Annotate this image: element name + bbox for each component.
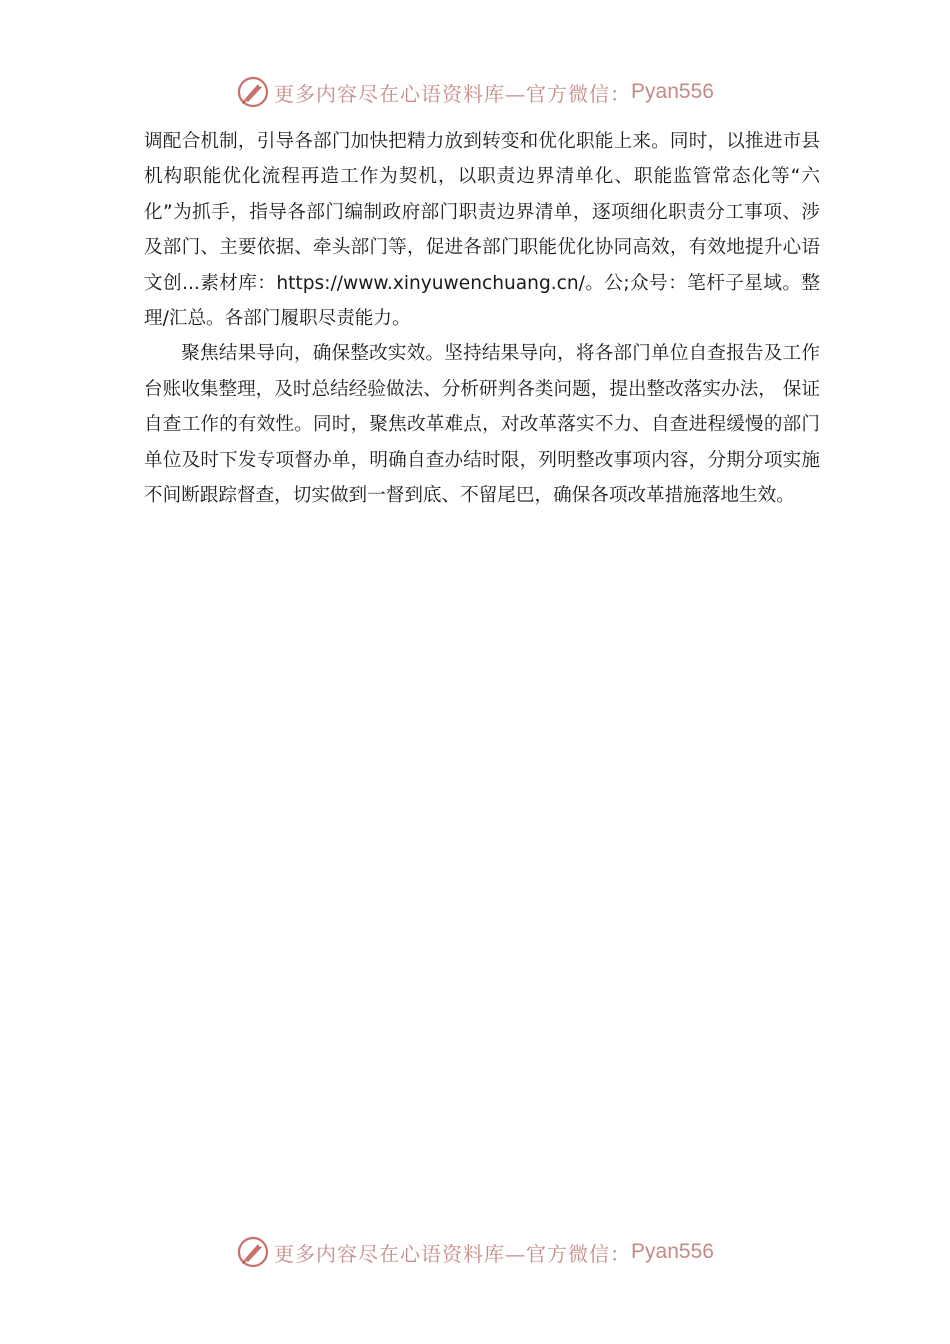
banner-wechat-handle: Pyan556 <box>631 80 714 103</box>
banner-text: 更多内容尽在心语资料库—官方微信： <box>274 1241 632 1266</box>
paragraph-1: 调配合机制，引导各部门加快把精力放到转变和优化职能上来。同时，以推进市县机构职能优化流程再造工作为契机，以职责边界清单化、职能监管常态化等“六化”为抓手，指导各部门编制政府部门职责边界清单，逐项细化职责分工事项、涉及部门、主要依据、牵头部门等，促进各部门职能优化协同高效，有效地提升心语文创...素材库：https://www.xinyuwenchuang.cn/。公;众号：笔杆子星域。整理/汇总。各部门履职尽责能力。 <box>144 131 820 330</box>
banner-text: 更多内容尽在心语资料库—官方微信： <box>274 81 632 106</box>
document-body <box>144 124 820 513</box>
pen-logo-icon <box>236 75 270 109</box>
pen-logo-icon <box>236 1235 270 1269</box>
paragraph-2: 聚焦结果导向，确保整改实效。坚持结果导向，将各部门单位自查报告及工作台账收集整理，及时总结经验做法、分析研判各类问题，提出整改落实办法， 保证自查工作的有效性。同时，聚焦改革难点，对改革落实不力、自查进程缓慢的部门单位及时下发专项督办单，明确自查办结时限，列明整改事项内容，分期分项实施不间断跟踪督查，切实做到一督到底、不留尾巴，确保各项改革措施落地生效。 <box>144 343 820 507</box>
footer-banner <box>0 1232 950 1272</box>
header-banner <box>0 72 950 112</box>
banner-wechat-handle: Pyan556 <box>631 1240 714 1263</box>
